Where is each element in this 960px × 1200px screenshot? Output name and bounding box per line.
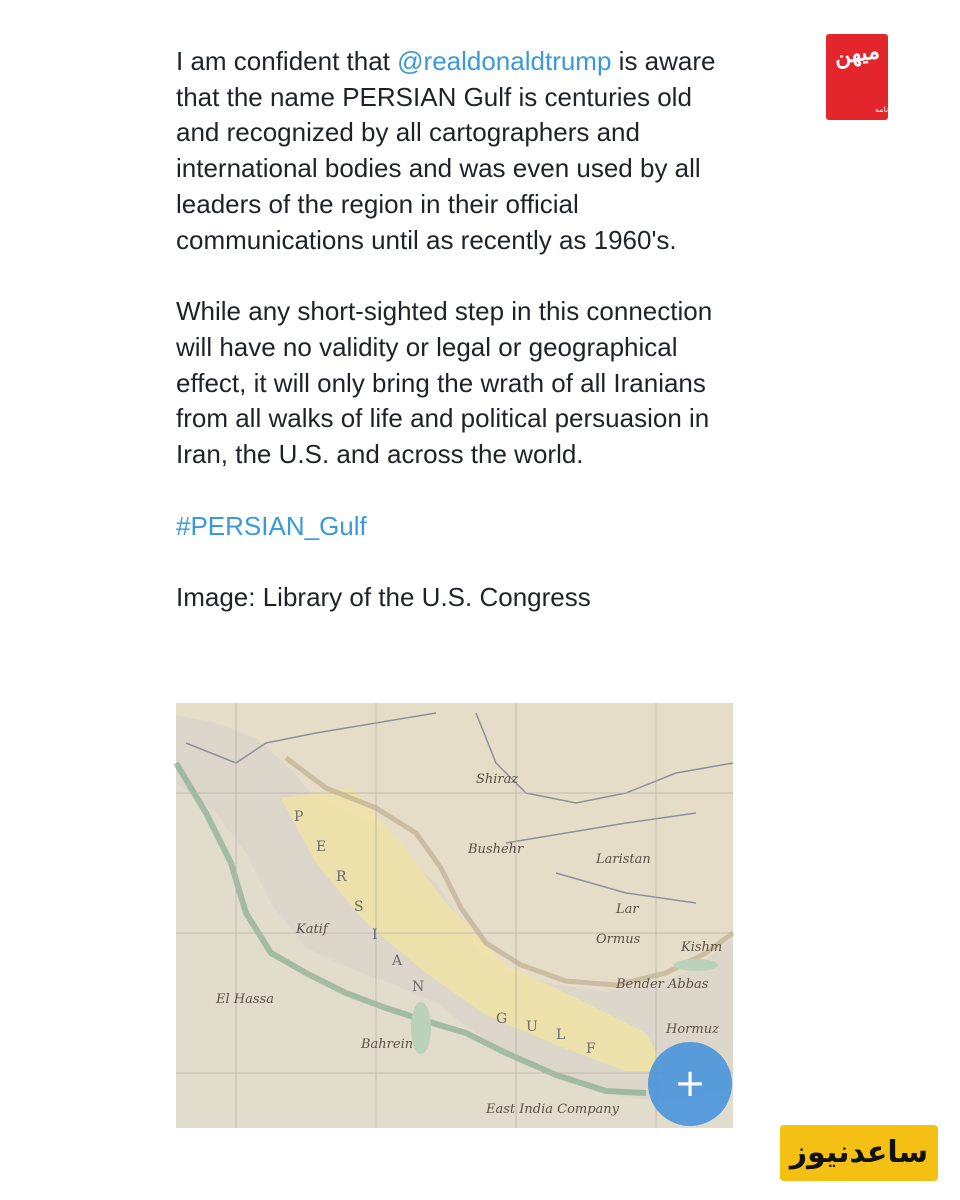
tweet-paragraph-1 bbox=[176, 44, 736, 258]
map-label-el-hassa: El Hassa bbox=[216, 992, 274, 1007]
brand-logo-top-script: میهن bbox=[832, 37, 882, 71]
tweet-text-rest: is aware that the name PERSIAN Gulf is centuries old and recognized by all cartographers and international bodies and was even used by all leaders of the region in their official communications until as recently as 1960's. bbox=[176, 46, 716, 255]
tweet-text-intro: I am confident that bbox=[176, 46, 398, 76]
gulf-letter: I bbox=[372, 927, 378, 943]
brand-logo-top-subtext: روزنامه bbox=[875, 105, 900, 114]
hashtag-link[interactable]: #PERSIAN_Gulf bbox=[176, 510, 367, 541]
map-image[interactable] bbox=[176, 703, 733, 1128]
map-label-katif: Katif bbox=[296, 922, 328, 937]
brand-logo-bottom: ساعدنیوز bbox=[780, 1125, 938, 1181]
map-label-shiraz: Shiraz bbox=[476, 772, 519, 787]
map-label-hormuz: Hormuz bbox=[666, 1022, 719, 1037]
mention-link[interactable]: @realdonaldtrump bbox=[397, 46, 612, 76]
gulf-letter: E bbox=[316, 839, 327, 855]
map-label-ormus: Ormus bbox=[596, 932, 641, 947]
gulf-letter: R bbox=[336, 869, 347, 885]
map-label-east-india-company: East India Company bbox=[486, 1102, 620, 1117]
brand-logo-top bbox=[826, 34, 900, 120]
tweet-paragraph-2: While any short-sighted step in this connection will have no validity or legal or geographical effect, it will only bring the wrath of all Iranians from all walks of life and political persuasion in Iran, the U.S. and across the world. bbox=[176, 296, 713, 470]
gulf-letter: A bbox=[392, 953, 403, 969]
map-label-laristan: Laristan bbox=[596, 852, 651, 867]
gulf-letter: L bbox=[556, 1027, 566, 1043]
image-caption: Image: Library of the U.S. Congress bbox=[176, 582, 591, 613]
map-label-bushehr: Bushehr bbox=[468, 842, 524, 857]
map-label-bahrein: Bahrein bbox=[361, 1037, 414, 1052]
tweet-body bbox=[176, 44, 736, 616]
map-island-kishm bbox=[674, 959, 718, 971]
map-drawing bbox=[176, 703, 733, 1128]
gulf-letter: G bbox=[496, 1011, 508, 1027]
gulf-letter: S bbox=[354, 899, 364, 915]
map-label-kishm: Kishm bbox=[681, 940, 723, 955]
gulf-letter: P bbox=[294, 809, 304, 825]
map-label-bender-abbas: Bender Abbas bbox=[616, 977, 709, 992]
gulf-letter: F bbox=[586, 1041, 596, 1057]
map-island-bahrein bbox=[411, 1002, 431, 1054]
gulf-letter: U bbox=[526, 1019, 538, 1035]
zoom-plus-button[interactable]: + bbox=[648, 1042, 732, 1126]
gulf-letter: N bbox=[412, 979, 425, 995]
map-label-lar: Lar bbox=[616, 902, 639, 917]
